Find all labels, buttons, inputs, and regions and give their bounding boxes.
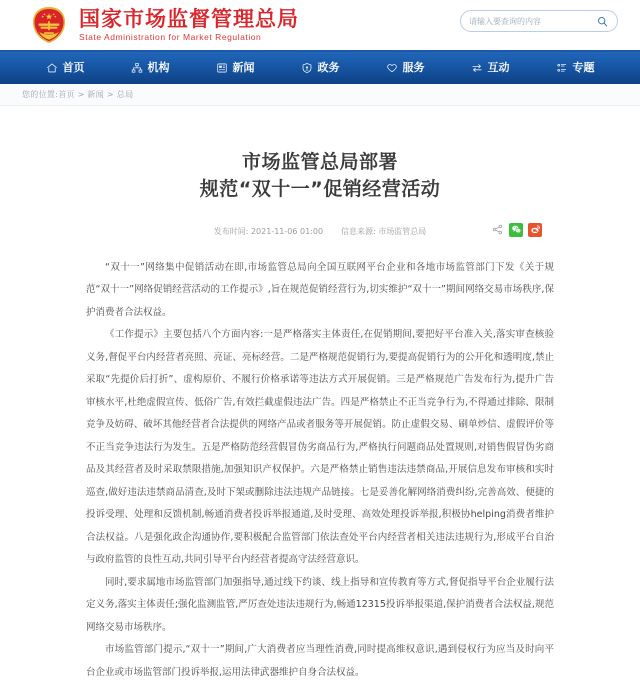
nav-item-government-affairs[interactable] — [278, 52, 363, 84]
search-input[interactable] — [469, 17, 595, 26]
weibo-share-icon[interactable] — [528, 223, 542, 237]
nav-item-news[interactable] — [193, 52, 278, 84]
nav-item-organization[interactable] — [108, 52, 193, 84]
share-group — [491, 223, 542, 237]
brand-title-cn: 国家市场监督管理总局 — [79, 6, 299, 31]
nav-label-news: 新闻 — [232, 61, 255, 74]
nav-label-government-affairs: 政务 — [317, 61, 340, 74]
publish-time-value: 2021-11-06 01:00 — [250, 227, 324, 237]
article-paragraph: 市场监管部门提示,“双十一”期间,广大消费者应当理性消费,同时提高维权意识,遇到侵权行为应当及时向平台企业或市场监管部门投诉举报,运用法律武器维护自身合法权益。 — [86, 644, 554, 678]
heart-icon — [386, 62, 398, 74]
page-title-line-1: 市场监管总局部署 — [241, 150, 398, 173]
article-meta — [0, 221, 640, 243]
publish-time — [214, 226, 323, 237]
shield-icon — [301, 62, 313, 74]
article — [0, 119, 640, 684]
nav-label-organization: 机构 — [147, 61, 170, 74]
share-nodes-icon[interactable] — [491, 223, 504, 236]
breadcrumb[interactable]: 您的位置:首页 > 新闻 > 总局 — [22, 90, 134, 99]
breadcrumb-bar — [0, 84, 640, 106]
china-national-emblem — [28, 4, 70, 46]
source-value: 市场监管总局 — [378, 227, 427, 237]
search-box[interactable] — [460, 10, 618, 32]
publish-time-label: 发布时间: — [213, 227, 249, 237]
article-paragraph: 《工作提示》主要包括八个方面内容:一是严格落实主体责任,在促销期间,要把好平台准入关,落实审查核验义务,督促平台内经营者亮照、亮证、亮标经营。二是严格规范促销行为,要提高促销行为的公开化和透明度,禁止采取“先提价后打折”、虚构原价、不履行价格承诺等违法方式开展促销。三是严格规范广告发布行为,提升广告审核水平,杜绝虚假宣传、低俗广告,有效拦截虚假违法广告。四是严格禁止不正当竞争行为,不得通过排除、限制竞争及妨碍、破坏其他经营者合法提供的网络产品或者服务等开展促销。防止虚假交易、刷单炒信、虚假评价等不正当竞争违法行为发生。五是严格防范经营假冒伪劣商品行为,严格执行问题商品处置规则,对销售假冒伪劣商品及其经营者及时采取禁限措施,加强知识产权保护。六是严格禁止销售违法违禁商品,开展信息发布审核和实时巡查,做好违法违禁商品清查,及时下架或删除违法违规产品链接。七是妥善化解网络消费纠纷,完善高效、便捷的投诉受理、处理和反馈机制,畅通消费者投诉举报通道,及时受理、高效处理投诉举报,积极协helping消费者维护合法权益。八是强化政企沟通协作,要积极配合监管部门依法查处平台内经营者相关违法违规行为,形成平台自治与政府监管的良性互动,共同引导平台内经营者提高守法经营意识。 — [86, 329, 554, 566]
article-body — [0, 243, 640, 684]
brand-text — [79, 8, 299, 43]
nav-label-interaction: 互动 — [487, 61, 510, 74]
home-icon — [46, 62, 58, 74]
nav-item-interaction[interactable] — [448, 52, 533, 84]
exchange-arrows-icon — [471, 62, 483, 74]
site-header — [0, 0, 640, 52]
nav-item-home[interactable] — [23, 52, 108, 84]
search-icon[interactable] — [595, 14, 609, 28]
nav-label-home: 首页 — [62, 61, 85, 74]
brand-title-en: State Administration for Market Regulation — [79, 32, 262, 43]
org-chart-icon — [131, 62, 143, 74]
source-label: 信息来源: — [341, 227, 376, 237]
list-icon — [556, 62, 568, 74]
article-source — [341, 226, 426, 237]
site-brand[interactable] — [28, 4, 299, 46]
nav-item-services[interactable] — [363, 52, 448, 84]
main-navigation — [0, 52, 640, 84]
wechat-share-icon[interactable] — [509, 223, 523, 237]
nav-item-topics[interactable] — [533, 52, 618, 84]
article-paragraph: 同时,要求属地市场监管部门加强指导,通过线下约谈、线上指导和宣传教育等方式,督促指导平台企业履行法定义务,落实主体责任;强化监测监管,严厉查处违法违规行为,畅通12315投诉举报渠道,保护消费者合法权益,规范网络交易市场秩序。 — [86, 576, 554, 633]
page-title — [0, 119, 640, 204]
nav-label-topics: 专题 — [572, 61, 595, 74]
page-title-line-2: 规范“双十一”促销经营活动 — [199, 178, 441, 201]
nav-label-services: 服务 — [402, 61, 425, 74]
news-icon — [216, 62, 228, 74]
article-paragraph: “双十一”网络集中促销活动在即,市场监管总局向全国互联网平台企业和各地市场监管部门下发《关于规范“双十一”网络促销经营活动的工作提示》,旨在规范促销经营行为,切实维护“双十一”期间网络交易市场秩序,保护消费者合法权益。 — [86, 261, 554, 318]
